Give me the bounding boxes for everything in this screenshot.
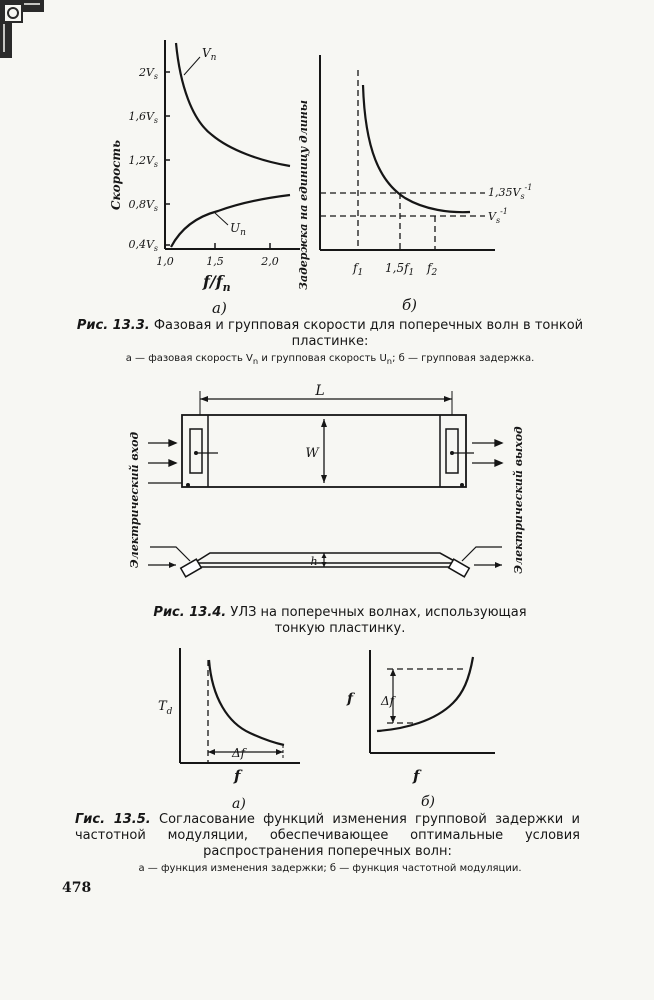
y-axis-label: f bbox=[347, 691, 354, 707]
y-tick-label: $2V_s$ bbox=[138, 66, 158, 81]
figure-13-3-caption bbox=[70, 318, 590, 350]
figure-13-4-caption bbox=[150, 605, 530, 637]
x-tick-label: 1,0 bbox=[156, 255, 174, 268]
x-tick-label: $f_2$ bbox=[427, 261, 438, 278]
leader-line bbox=[215, 213, 228, 225]
panel-sublabel: б) bbox=[421, 794, 436, 810]
caption-number: Рис. 13.3. bbox=[76, 318, 150, 333]
y-tick-label: $1,6V_s$ bbox=[128, 110, 158, 125]
curve-label-vn: $V_n$ bbox=[202, 46, 217, 63]
level-label-lower: $V_s^{-1}$ bbox=[488, 207, 508, 225]
y-axis-label: Скорость bbox=[109, 140, 123, 210]
fig-13-5a-chart bbox=[150, 648, 310, 818]
fig-13-3a-chart bbox=[100, 35, 300, 335]
caption-text: Фазовая и групповая скорости для поперечных волн в тонкой пластинке: bbox=[153, 318, 584, 349]
fig-13-3b-chart bbox=[290, 40, 550, 330]
figure-13-5-legend: а — функция изменения задержки; б — функция частотной модуляции. bbox=[138, 863, 522, 874]
panel-sublabel: б) bbox=[402, 296, 418, 314]
caption-text: УЛЗ на поперечных волнах, использующая тонкую пластинку. bbox=[230, 605, 527, 636]
fig-13-5b-chart bbox=[345, 645, 505, 815]
delta-label: Δf bbox=[381, 694, 395, 708]
dashed-guides bbox=[320, 70, 485, 250]
figure-13-5-caption bbox=[75, 812, 580, 860]
caption-number: Рис. 13.4. bbox=[153, 605, 227, 620]
level-label-upper: $1,35V_s^{-1}$ bbox=[488, 183, 533, 201]
output-wedge bbox=[449, 559, 470, 577]
x-tick-label: $1,5f_1$ bbox=[385, 261, 415, 278]
curve-label-un: $U_n$ bbox=[230, 221, 246, 238]
panel-sublabel: а) bbox=[212, 299, 227, 317]
input-label: Электрический вход bbox=[128, 431, 141, 569]
y-axis-label: Задержка на единицу длины bbox=[297, 100, 310, 290]
y-axis-label: $T_d$ bbox=[158, 699, 173, 717]
delta-label: Δf bbox=[232, 746, 246, 760]
width-label: W bbox=[305, 446, 319, 461]
x-tick-label: 2,0 bbox=[261, 255, 279, 268]
phase-velocity-curve bbox=[176, 43, 290, 166]
delay-curve bbox=[209, 660, 284, 745]
height-label: h bbox=[310, 555, 318, 568]
corner-ornament bbox=[0, 0, 44, 58]
x-tick-label: $f_1$ bbox=[353, 261, 364, 278]
x-axis-label: f bbox=[413, 767, 420, 785]
input-wedge bbox=[181, 559, 202, 577]
page-number: 478 bbox=[62, 880, 92, 896]
dashed-guides bbox=[387, 669, 467, 723]
length-label: L bbox=[315, 383, 325, 399]
caption-number: Гис. 13.5. bbox=[75, 812, 151, 827]
y-tick-label: $1,2V_s$ bbox=[128, 154, 158, 169]
x-axis-label: f bbox=[234, 767, 241, 785]
output-label: Электрический выход bbox=[512, 426, 525, 574]
leader-line bbox=[184, 57, 200, 75]
figure-13-3-legend: а — фазовая скорость $V_n$ и групповая скорость $U_n$; б — групповая задержка. bbox=[125, 353, 535, 366]
x-axis-label: $f/f_n$ bbox=[203, 272, 231, 294]
fig-13-4-diagram bbox=[110, 385, 540, 600]
panel-sublabel: а) bbox=[232, 796, 246, 812]
x-tick-label: 1,5 bbox=[206, 255, 224, 268]
caption-text: Согласование функций изменения групповой задержки и частотной модуляции, обеспечивающее оптимальные условия распространения поперечных волн: bbox=[75, 812, 580, 859]
y-tick-label: $0,4V_s$ bbox=[128, 238, 158, 253]
y-tick-label: $0,8V_s$ bbox=[128, 198, 158, 213]
